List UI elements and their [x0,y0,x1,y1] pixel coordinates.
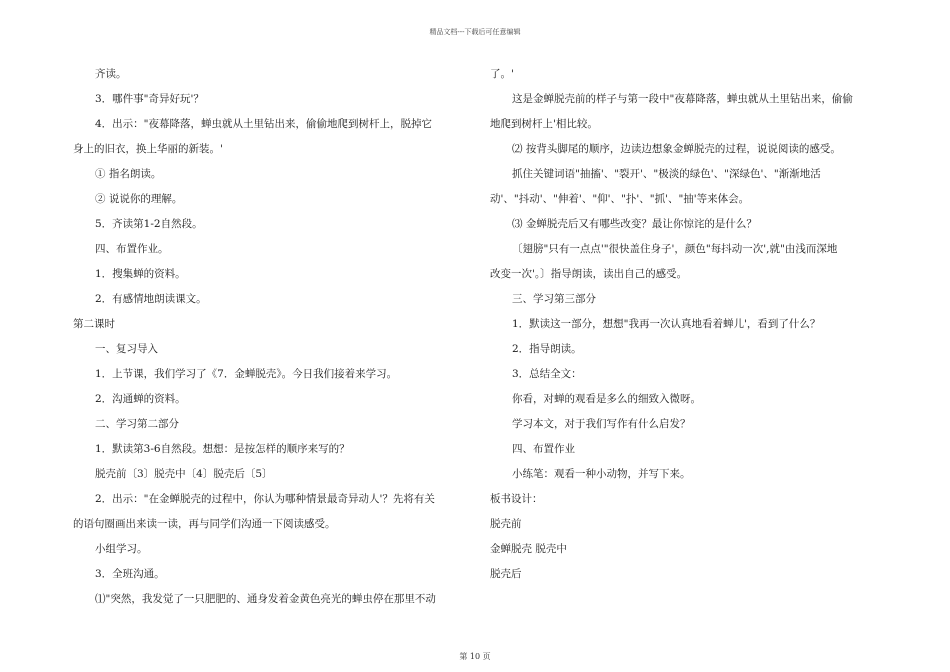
text-line: 二、学习第二部分 [95,418,179,430]
text-line: 的语句圈画出来读一读，再与同学们沟通一下阅读感受。 [73,518,336,530]
text-line: 1．默读这一部分，想想"我再一次认真地看着蝉儿'，看到了什么？ [512,318,821,330]
text-line: 第二课时 [73,318,115,330]
text-line: 改变一次'。〕指导朗读，读出自己的感受。 [490,268,688,280]
text-line: 3．全班沟通。 [95,568,165,580]
text-line: 4．出示："夜幕降落，蝉虫就从土里钻出来，偷偷地爬到树杆上，脱掉它 [95,118,433,130]
text-line: 三、学习第三部分 [512,293,596,305]
text-line: 了。' [490,68,514,80]
text-line: 小练笔：观看一种小动物，并写下来。 [512,468,691,480]
text-line: 1．默读第3-6自然段。想想：是按怎样的顺序来写的？ [95,443,350,455]
text-line: 四、布置作业。 [95,243,169,255]
text-line: 脱壳前 [490,518,522,530]
page-header: 精品文档---下载后可任意编辑 [429,28,521,36]
text-line: 2．有感情地朗读课文。 [95,293,207,305]
text-line: ⑴"突然，我发觉了一只肥肥的、通身发着金黄色亮光的蝉虫停在那里不动 [95,593,436,605]
text-line: 四、布置作业 [512,443,575,455]
text-line: 金蝉脱壳 脱壳中 [490,543,567,555]
text-line: 板书设计： [490,493,543,505]
text-line: 一、复习导入 [95,343,158,355]
text-line: 身上的旧衣，换上华丽的新装。' [73,143,223,155]
text-line: 动'、"抖动'、"伸着'、"仰'、"扑'、"抓'、"抽'等来体会。 [490,193,750,205]
text-line: 抓住关键词语"抽搐'、"裂开'、"极淡的绿色'、"深绿色'、"渐渐地活 [512,168,821,180]
text-line: 地爬到树杆上'相比较。 [490,118,598,130]
text-line: 学习本文，对于我们写作有什么启发？ [512,418,691,430]
text-line: 5．齐读第1-2自然段。 [95,218,203,230]
text-line: ① 指名朗读。 [95,168,162,180]
text-line: 齐读。 [95,68,127,80]
text-line: 3．总结全文： [512,368,582,380]
text-line: 〔翅膀"只有一点点'"很快盖住身子'，颜色"每抖动一次',就"由浅而深地 [512,243,838,255]
text-line: 1．上节课，我们学习了《7．金蝉脱壳》。今日我们接着来学习。 [95,368,398,380]
text-line: 2．沟通蝉的资料。 [95,393,186,405]
text-line: 2．指导朗读。 [512,343,582,355]
text-line: 脱壳前〔3〕脱壳中〔4〕脱壳后〔5〕 [95,468,273,480]
text-line: 小组学习。 [95,543,148,555]
text-line: 1．搜集蝉的资料。 [95,268,186,280]
text-line: 这是金蝉脱壳前的样子与第一段中"夜幕降落，蝉虫就从土里钻出来，偷偷 [512,93,853,105]
text-line: 3．哪件事"奇异好玩'？ [95,93,204,105]
text-line: 脱壳后 [490,568,522,580]
page-footer: 第 10 页 [459,652,491,661]
text-line: 你看，对蝉的观看是多么的细致入微呀。 [512,393,701,405]
text-line: ⑵ 按背头脚尾的顺序，边读边想象金蝉脱壳的过程，说说阅读的感受。 [512,143,841,155]
text-line: 2．出示："在金蝉脱壳的过程中，你认为哪种情景最奇异动人'？先将有关 [95,493,435,505]
text-line: ⑶ 金蝉脱壳后又有哪些改变？最让你惊诧的是什么？ [512,218,757,230]
text-line: ② 说说你的理解。 [95,193,183,205]
